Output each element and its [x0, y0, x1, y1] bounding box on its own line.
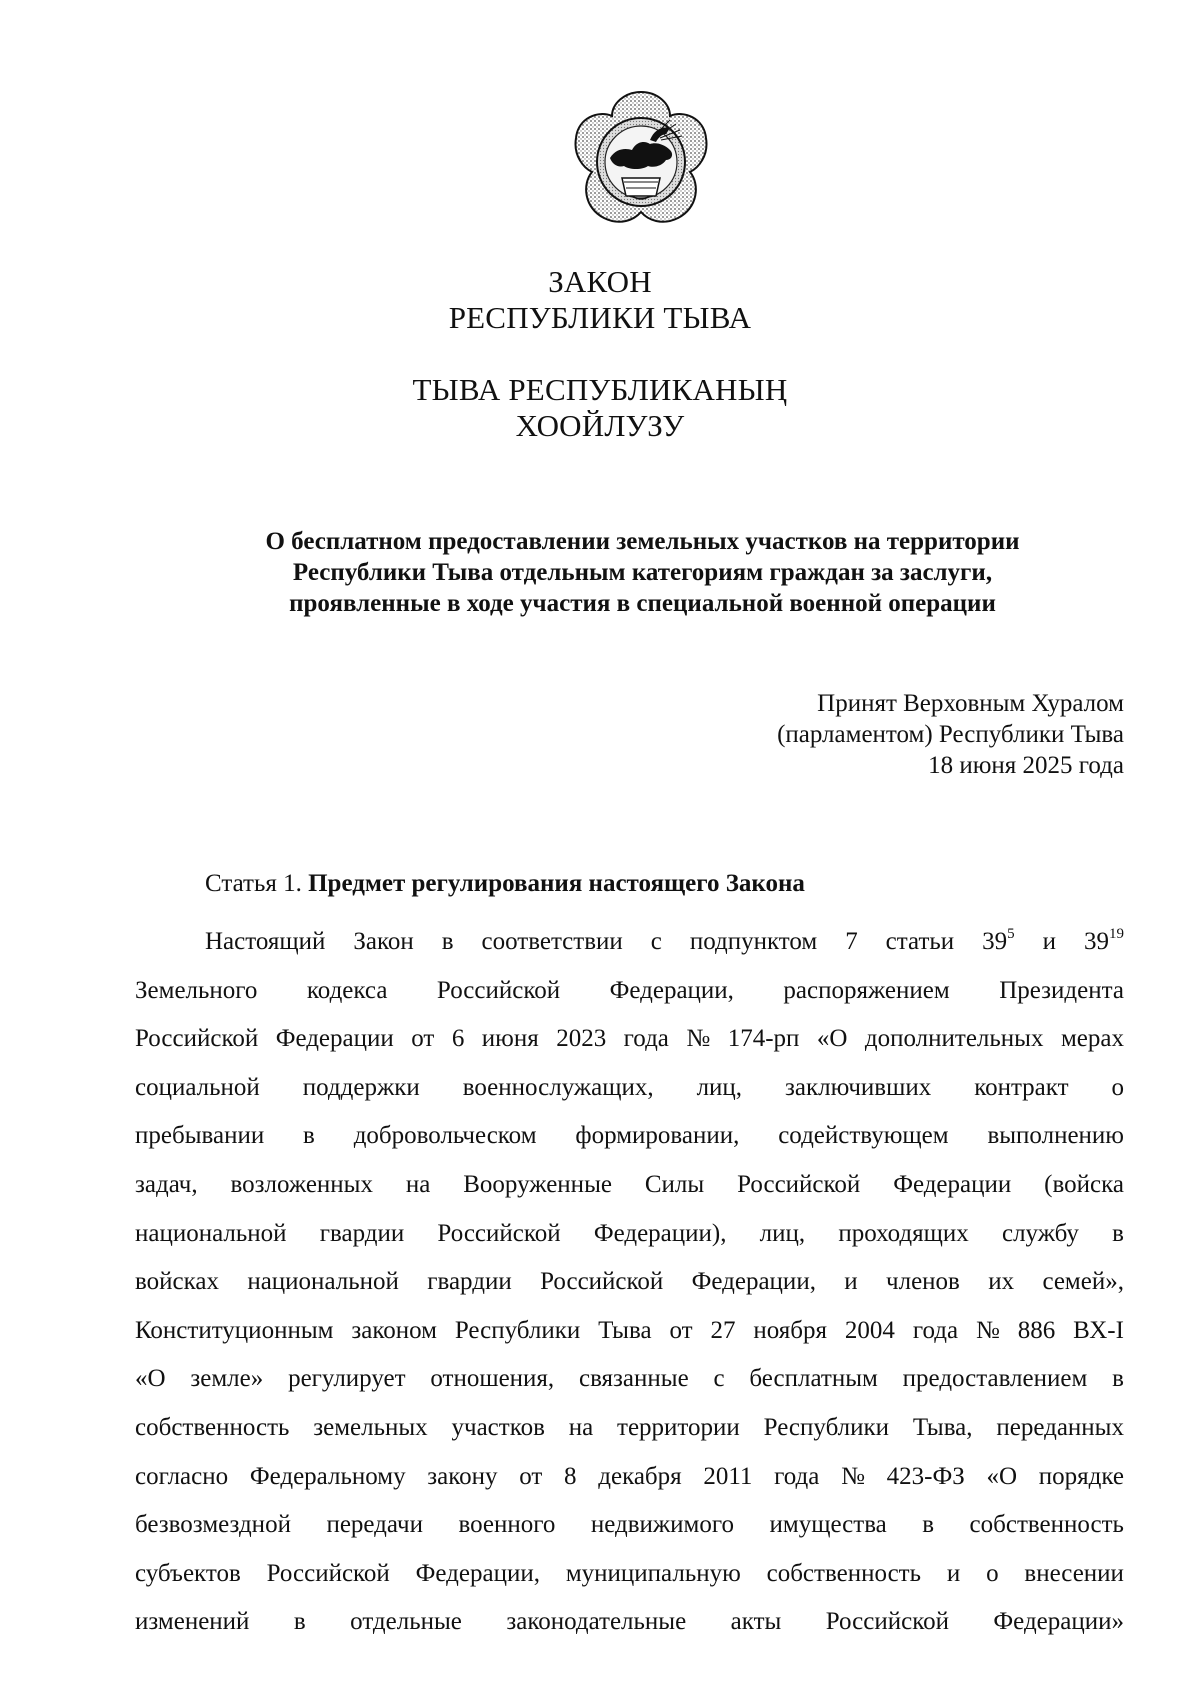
- body-word: Федерации,: [415, 1559, 540, 1587]
- body-word: 6: [451, 1025, 465, 1053]
- body-word: выполнению: [987, 1122, 1124, 1150]
- body-line: [135, 1404, 1124, 1453]
- body-word: «О: [986, 1462, 1018, 1490]
- law-title-tyv-line2: ХООЙЛУЗУ: [515, 408, 685, 443]
- body-word: переданных: [996, 1413, 1124, 1441]
- law-name-line1: О бесплатном предоставлении земельных участков на территории: [265, 528, 1020, 555]
- adoption-note: [777, 688, 1124, 781]
- body-word: «О: [816, 1025, 848, 1053]
- body-line: [135, 967, 1124, 1016]
- body-line: [135, 1501, 1124, 1550]
- body-line-text: Настоящий Закон в соответствии с подпунктом 7 статьи 39: [205, 928, 1008, 955]
- body-word: лиц,: [759, 1219, 806, 1247]
- body-word: отдельные: [350, 1608, 462, 1636]
- body-word: дополнительных: [864, 1025, 1044, 1053]
- body-word: передачи: [326, 1511, 423, 1539]
- body-word: заключивших: [785, 1073, 932, 1101]
- body-word: гвардии: [427, 1268, 512, 1296]
- body-line: [135, 1598, 1124, 1647]
- body-word: ВХ-I: [1073, 1316, 1124, 1344]
- body-word: 27: [710, 1316, 736, 1344]
- body-word: войсках: [135, 1268, 219, 1296]
- body-word: акты: [730, 1608, 782, 1636]
- body-word: Тыва: [598, 1316, 652, 1344]
- body-word: года: [774, 1462, 820, 1490]
- body-line: [135, 1355, 1124, 1404]
- body-word: Республики: [763, 1413, 890, 1441]
- law-name-line2: Республики Тыва отдельным категориям граждан за заслуги,: [292, 559, 993, 586]
- body-word: законодательные: [506, 1608, 687, 1636]
- body-word: (войска: [1044, 1170, 1124, 1198]
- law-title-ru-line2: РЕСПУБЛИКИ ТЫВА: [448, 300, 752, 335]
- body-word: распоряжением: [783, 976, 950, 1004]
- body-word: «О: [135, 1365, 166, 1393]
- law-title-ru: [0, 264, 1200, 336]
- body-word: Республики: [454, 1316, 581, 1344]
- body-word: на: [405, 1170, 431, 1198]
- body-word: лиц,: [696, 1073, 743, 1101]
- body-word: о: [986, 1559, 999, 1587]
- body-word: в: [303, 1122, 315, 1150]
- article-body: [135, 918, 1124, 1647]
- body-word: земельных: [313, 1413, 428, 1441]
- body-word: их: [988, 1268, 1015, 1296]
- body-word: в: [1112, 1219, 1124, 1247]
- law-name-line3: проявленные в ходе участия в специальной военной операции: [289, 590, 996, 617]
- body-line: [135, 1112, 1124, 1161]
- body-word: Федерации,: [691, 1268, 816, 1296]
- body-word: от: [411, 1025, 435, 1053]
- body-word: собственность: [969, 1511, 1124, 1539]
- body-word: задач,: [135, 1170, 198, 1198]
- body-word: Вооруженные: [463, 1170, 612, 1198]
- body-word: года: [623, 1025, 669, 1053]
- body-word: формировании,: [575, 1122, 740, 1150]
- adoption-line1: Принят Верховным Хуралом: [817, 690, 1124, 717]
- body-word: внесении: [1024, 1559, 1124, 1587]
- body-word: Федерации: [275, 1025, 394, 1053]
- body-word: от: [669, 1316, 693, 1344]
- body-word: Федерации),: [593, 1219, 727, 1247]
- superscript: 19: [1108, 925, 1124, 942]
- body-word: Федеральному: [249, 1462, 406, 1490]
- body-word: безвозмездной: [135, 1511, 291, 1539]
- body-word: закону: [427, 1462, 498, 1490]
- body-line: [135, 918, 1124, 967]
- body-word: в: [293, 1608, 306, 1636]
- adoption-date: 18 июня 2025 года: [928, 752, 1124, 779]
- body-word: Силы: [644, 1170, 705, 1198]
- body-word: №: [975, 1316, 1000, 1344]
- article-number: Статья 1.: [205, 870, 302, 897]
- body-word: Российской: [135, 1025, 259, 1053]
- body-word: гвардии: [319, 1219, 405, 1247]
- body-word: национальной: [135, 1219, 287, 1247]
- body-word: Федерации,: [609, 976, 734, 1004]
- body-word: 423-ФЗ: [886, 1462, 965, 1490]
- law-title-tyv: [0, 372, 1200, 444]
- body-word: №: [841, 1462, 865, 1490]
- body-word: Земельного: [135, 976, 258, 1004]
- body-line: [135, 1307, 1124, 1356]
- body-word: согласно: [135, 1462, 229, 1490]
- body-word: службу: [1001, 1219, 1079, 1247]
- body-word: 2023: [556, 1025, 607, 1053]
- body-word: о: [1111, 1073, 1124, 1101]
- body-word: отношения,: [430, 1365, 555, 1393]
- body-word: социальной: [135, 1073, 260, 1101]
- body-word: связанные: [578, 1365, 689, 1393]
- body-line: [135, 1550, 1124, 1599]
- body-word: субъектов: [135, 1559, 241, 1587]
- body-word: порядке: [1038, 1462, 1124, 1490]
- body-word: ноября: [753, 1316, 828, 1344]
- body-word: и: [946, 1559, 961, 1587]
- body-word: №: [686, 1025, 711, 1053]
- law-name: [150, 526, 1135, 619]
- body-line: [135, 1064, 1124, 1113]
- body-word: законом: [351, 1316, 437, 1344]
- body-word: в: [1112, 1365, 1124, 1393]
- body-word: июня: [481, 1025, 539, 1053]
- body-line: [135, 1161, 1124, 1210]
- body-word: Российской: [825, 1608, 949, 1636]
- body-line: [135, 1210, 1124, 1259]
- body-word: 8: [564, 1462, 577, 1490]
- body-word: предоставлением: [902, 1365, 1088, 1393]
- body-word: имущества: [769, 1511, 887, 1539]
- body-word: Российской: [266, 1559, 390, 1587]
- body-word: Российской: [737, 1170, 861, 1198]
- body-word: Президента: [999, 976, 1124, 1004]
- body-word: недвижимого: [590, 1511, 735, 1539]
- body-word: пребывании: [135, 1122, 265, 1150]
- body-line: [135, 1453, 1124, 1502]
- body-word: от: [519, 1462, 543, 1490]
- body-line: [135, 1258, 1124, 1307]
- body-word: Российской: [540, 1268, 664, 1296]
- body-word: в: [922, 1511, 935, 1539]
- coat-of-arms-emblem: [566, 84, 716, 234]
- body-word: кодекса: [306, 976, 388, 1004]
- body-word: 2004: [844, 1316, 895, 1344]
- body-word: Конституционным: [135, 1316, 334, 1344]
- body-word: 886: [1017, 1316, 1056, 1344]
- body-word: 2011: [703, 1462, 753, 1490]
- body-word: на: [568, 1413, 594, 1441]
- law-title-tyv-line1: ТЫВА РЕСПУБЛИКАНЫҢ: [412, 372, 788, 407]
- body-word: военного: [458, 1511, 556, 1539]
- body-word: возложенных: [230, 1170, 373, 1198]
- body-word: земле»: [190, 1365, 264, 1393]
- body-word: 174-рп: [727, 1025, 800, 1053]
- body-word: с: [713, 1365, 725, 1393]
- body-word: декабря: [598, 1462, 682, 1490]
- body-word: содействующем: [778, 1122, 949, 1150]
- adoption-line2: (парламентом) Республики Тыва: [777, 721, 1124, 748]
- body-word: Федерации»: [993, 1608, 1124, 1636]
- body-word: семей»,: [1042, 1268, 1124, 1296]
- body-word: собственность: [766, 1559, 922, 1587]
- body-word: национальной: [247, 1268, 399, 1296]
- body-word: собственность: [135, 1413, 290, 1441]
- article-heading: [205, 868, 805, 899]
- body-word: и: [844, 1268, 858, 1296]
- body-word: членов: [886, 1268, 960, 1296]
- body-word: добровольческом: [353, 1122, 537, 1150]
- body-word: поддержки: [302, 1073, 420, 1101]
- body-word: военнослужащих,: [462, 1073, 654, 1101]
- body-word: регулирует: [288, 1365, 406, 1393]
- article-title: Предмет регулирования настоящего Закона: [308, 870, 805, 897]
- body-word: Российской: [437, 1219, 561, 1247]
- body-word: бесплатным: [749, 1365, 878, 1393]
- body-word: проходящих: [838, 1219, 969, 1247]
- body-word: года: [912, 1316, 959, 1344]
- body-word: мерах: [1060, 1025, 1124, 1053]
- body-word: территории: [617, 1413, 740, 1441]
- superscript: 5: [1007, 925, 1015, 942]
- body-word: муниципальную: [565, 1559, 741, 1587]
- law-title-ru-line1: ЗАКОН: [548, 264, 652, 299]
- body-line: [135, 1015, 1124, 1064]
- body-word: участков: [451, 1413, 545, 1441]
- body-word: Тыва,: [912, 1413, 973, 1441]
- body-word: Российской: [436, 976, 561, 1004]
- body-line-text: и 39: [1014, 928, 1109, 955]
- body-word: контракт: [974, 1073, 1069, 1101]
- body-word: изменений: [135, 1608, 250, 1636]
- body-word: Федерации: [893, 1170, 1012, 1198]
